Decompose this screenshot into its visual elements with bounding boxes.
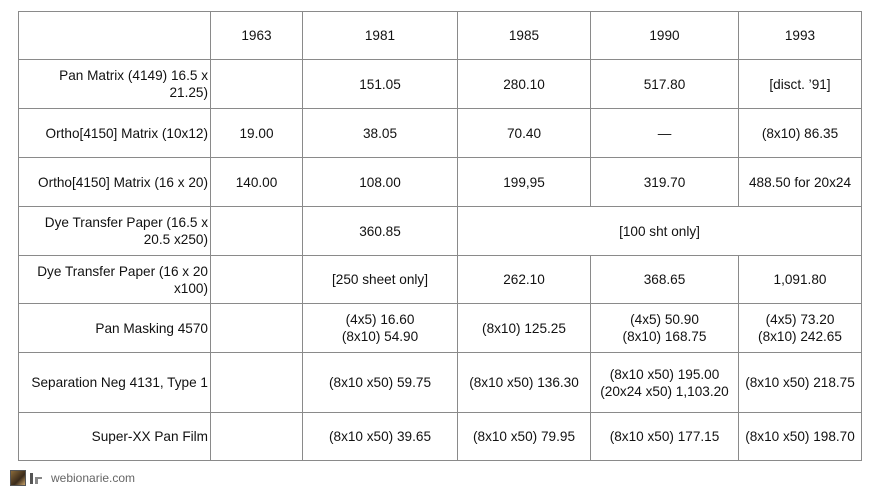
row-label: Pan Masking 4570 bbox=[19, 304, 211, 353]
cell-1981: (8x10 x50) 59.75 bbox=[303, 353, 458, 413]
cell-1993 bbox=[739, 304, 862, 353]
table-row bbox=[19, 158, 862, 207]
cell-line: (8x10) 54.90 bbox=[341, 329, 419, 344]
cell-1985-1993-merged: [100 sht only] bbox=[458, 207, 862, 256]
cell-1985: (8x10) 125.25 bbox=[458, 304, 591, 353]
cell-1981: 151.05 bbox=[303, 60, 458, 109]
site-url-link[interactable]: webionarie.com bbox=[51, 471, 136, 485]
cell-1993: (8x10 x50) 198.70 bbox=[739, 413, 862, 461]
header-cell-1993: 1993 bbox=[739, 12, 862, 60]
header-cell-1990: 1990 bbox=[591, 12, 739, 60]
header-cell-1985: 1985 bbox=[458, 12, 591, 60]
cell-1981: [250 sheet only] bbox=[303, 256, 458, 304]
cell-1963 bbox=[211, 256, 303, 304]
price-table bbox=[18, 11, 862, 461]
cell-line: (8x10) 242.65 bbox=[758, 329, 842, 344]
cell-1990: (8x10 x50) 177.15 bbox=[591, 413, 739, 461]
row-label: Separation Neg 4131, Type 1 bbox=[19, 353, 211, 413]
cell-1981 bbox=[303, 304, 458, 353]
footer bbox=[10, 468, 135, 488]
cell-1963 bbox=[211, 304, 303, 353]
cell-1963 bbox=[211, 413, 303, 461]
cell-1990: 319.70 bbox=[591, 158, 739, 207]
table-row bbox=[19, 60, 862, 109]
cell-1993: (8x10) 86.35 bbox=[739, 109, 862, 158]
cell-1990: 517.80 bbox=[591, 60, 739, 109]
cell-line: (20x24 x50) 1,103.20 bbox=[600, 383, 729, 399]
cell-1981: 38.05 bbox=[303, 109, 458, 158]
rl-logo-icon bbox=[29, 471, 43, 485]
table-row bbox=[19, 207, 862, 256]
cell-1985: 280.10 bbox=[458, 60, 591, 109]
row-label: Super-XX Pan Film bbox=[19, 413, 211, 461]
cell-1993: 1,091.80 bbox=[739, 256, 862, 304]
row-label: Ortho[4150] Matrix (16 x 20) bbox=[19, 158, 211, 207]
table-row bbox=[19, 256, 862, 304]
header-row bbox=[19, 12, 862, 60]
table-row bbox=[19, 304, 862, 353]
table-row bbox=[19, 413, 862, 461]
cell-1981: 108.00 bbox=[303, 158, 458, 207]
table-row bbox=[19, 353, 862, 413]
cell-1963 bbox=[211, 60, 303, 109]
cell-1985: (8x10 x50) 136.30 bbox=[458, 353, 591, 413]
cell-1993: (8x10 x50) 218.75 bbox=[739, 353, 862, 413]
cell-1993: [disct. ’91] bbox=[739, 60, 862, 109]
cell-line: (8x10 x50) 195.00 bbox=[609, 366, 720, 382]
header-cell-1963: 1963 bbox=[211, 12, 303, 60]
cell-1993: 488.50 for 20x24 bbox=[739, 158, 862, 207]
cell-1985: 262.10 bbox=[458, 256, 591, 304]
header-cell-1981: 1981 bbox=[303, 12, 458, 60]
row-label: Dye Transfer Paper (16.5 x 20.5 x250) bbox=[19, 207, 211, 256]
photo-avatar-icon bbox=[10, 470, 26, 486]
cell-1963: 140.00 bbox=[211, 158, 303, 207]
cell-1985: (8x10 x50) 79.95 bbox=[458, 413, 591, 461]
cell-1990 bbox=[591, 353, 739, 413]
cell-1981: (8x10 x50) 39.65 bbox=[303, 413, 458, 461]
cell-1985: 70.40 bbox=[458, 109, 591, 158]
row-label: Ortho[4150] Matrix (10x12) bbox=[19, 109, 211, 158]
cell-1990: — bbox=[591, 109, 739, 158]
row-label: Dye Transfer Paper (16 x 20 x100) bbox=[19, 256, 211, 304]
row-label: Pan Matrix (4149) 16.5 x 21.25) bbox=[19, 60, 211, 109]
table-row bbox=[19, 109, 862, 158]
cell-1963: 19.00 bbox=[211, 109, 303, 158]
cell-1963 bbox=[211, 207, 303, 256]
cell-1990 bbox=[591, 304, 739, 353]
cell-line: (4x5) 16.60 bbox=[345, 312, 415, 327]
cell-1981: 360.85 bbox=[303, 207, 458, 256]
cell-line: (4x5) 73.20 bbox=[765, 312, 835, 327]
cell-line: (4x5) 50.90 bbox=[630, 312, 699, 327]
cell-1985: 199,95 bbox=[458, 158, 591, 207]
cell-1990: 368.65 bbox=[591, 256, 739, 304]
cell-line: (8x10) 168.75 bbox=[622, 329, 707, 344]
header-cell-corner bbox=[19, 12, 211, 60]
cell-1963 bbox=[211, 353, 303, 413]
site-logo[interactable] bbox=[10, 470, 43, 486]
